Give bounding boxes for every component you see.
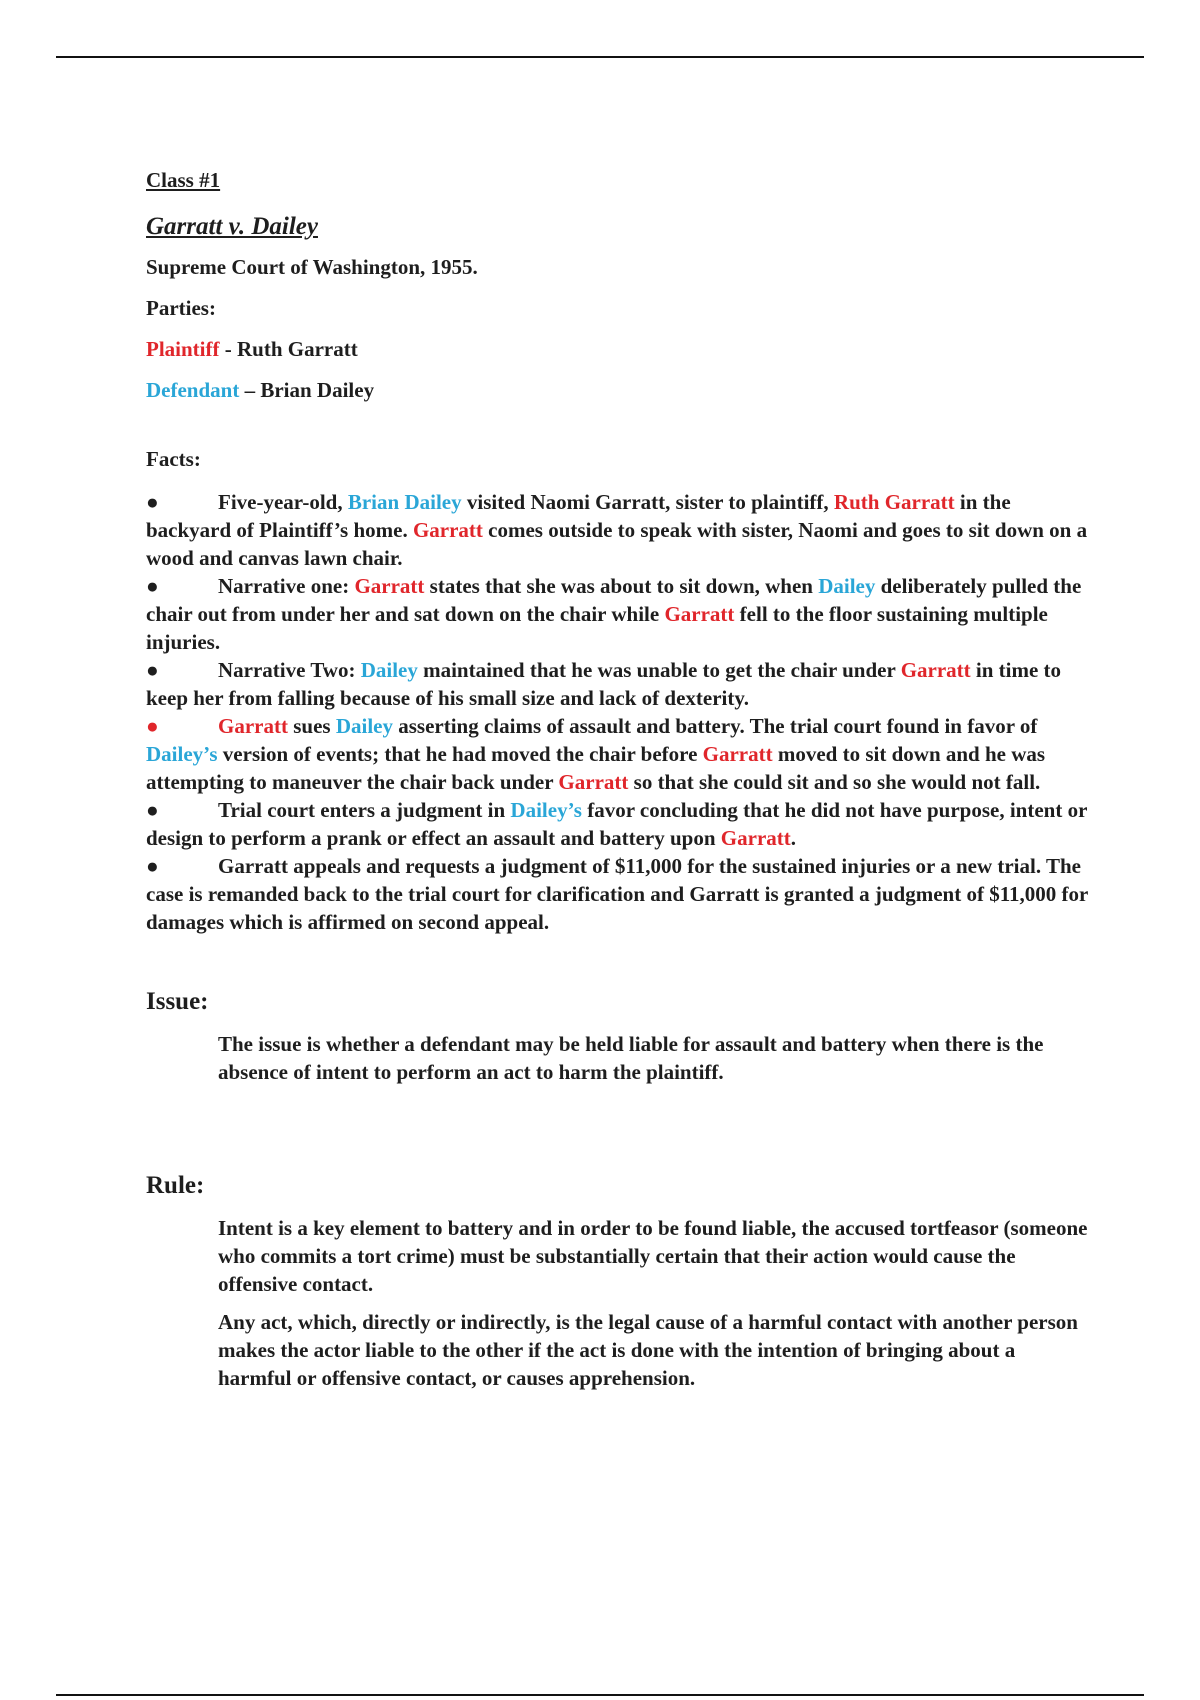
fact-item [146, 796, 1091, 852]
plaintiff-name: Garratt [900, 658, 971, 682]
document-page [146, 168, 1091, 1402]
plaintiff-name: Garratt [412, 518, 483, 542]
plaintiff-name: Garratt [218, 714, 288, 738]
defendant-name: Brian Dailey [260, 378, 375, 402]
defendant-name: Dailey’s [510, 798, 582, 822]
fact-text: deliberately pulled the chair out from under her and sat down on the chair while [146, 574, 1082, 626]
plaintiff-label: Plaintiff [146, 337, 220, 361]
plaintiff-name: Garratt [558, 770, 629, 794]
fact-text: in the backyard of Plaintiff’s home. [146, 490, 1011, 542]
plaintiff-separator: - [219, 337, 237, 361]
issue-heading: Issue: [146, 988, 209, 1015]
plaintiff-name: Ruth Garratt [237, 337, 358, 361]
rule-paragraph: Intent is a key element to battery and in order to be found liable, the accused tortfeasor (someone who commits a tort crime) must be substantially certain that their action would cause the offensive contact. [218, 1216, 1088, 1296]
fact-item [146, 488, 1091, 572]
fact-text: visited Naomi Garratt, sister to plaintiff, [461, 490, 834, 514]
fact-text: asserting claims of assault and battery. The trial court found in favor of [392, 714, 1038, 738]
fact-text: fell to the floor sustaining multiple injuries. [146, 602, 1048, 654]
fact-text: favor concluding that he did not have purpose, intent or design to perform a prank or effect an assault and battery upon [146, 798, 1088, 850]
fact-text: version of events; that he had moved the chair before [217, 742, 703, 766]
fact-item [146, 852, 1091, 936]
bullet-icon: ● [146, 574, 159, 598]
fact-item [146, 712, 1091, 796]
fact-text: Garratt appeals and requests a judgment of $11,000 for the sustained injuries or a new trial. The case is remanded back to the trial court for clarification and Garratt is granted a judgment of $11,000 for damages which is affirmed on second appeal. [146, 854, 1088, 934]
bullet-icon: ● [146, 658, 159, 682]
fact-text: . [790, 826, 797, 850]
bullet-icon: ● [146, 714, 159, 738]
defendant-name: Dailey [818, 574, 876, 598]
fact-text: comes outside to speak with sister, Naomi and goes to sit down on a wood and canvas lawn chair. [146, 518, 1088, 570]
issue-text: The issue is whether a defendant may be held liable for assault and battery when there is the absence of intent to perform an act to harm the plaintiff. [218, 1032, 1044, 1084]
fact-text: in time to keep her from falling because of his small size and lack of dexterity. [146, 658, 1062, 710]
plaintiff-name: Garratt [702, 742, 773, 766]
defendant-name: Dailey’s [146, 742, 218, 766]
bullet-icon: ● [146, 490, 159, 514]
fact-item [146, 656, 1091, 712]
bullet-icon: ● [146, 854, 159, 878]
fact-text: states that she was about to sit down, when [424, 574, 819, 598]
parties-label: Parties: [146, 296, 216, 320]
defendant-name: Dailey [360, 658, 418, 682]
plaintiff-name: Garratt [720, 826, 791, 850]
defendant-separator: – [239, 378, 261, 402]
plaintiff-name: Ruth Garratt [833, 490, 955, 514]
facts-heading: Facts: [146, 447, 201, 471]
fact-text: maintained that he was unable to get the chair under [417, 658, 901, 682]
fact-text: Narrative Two: [218, 658, 361, 682]
fact-text: moved to sit down and he was attempting to maneuver the chair back under [146, 742, 1046, 794]
bullet-icon: ● [146, 798, 159, 822]
defendant-line [146, 378, 1091, 403]
bottom-rule-line [56, 1694, 1144, 1696]
plaintiff-name: Garratt [664, 602, 735, 626]
rule-paragraph: Any act, which, directly or indirectly, is the legal cause of a harmful contact with another person makes the actor liable to the other if the act is done with the intention of bringing about a harmful or offensive contact, or causes apprehension. [218, 1310, 1078, 1390]
fact-item [146, 572, 1091, 656]
fact-text: Narrative one: [218, 574, 355, 598]
fact-text: Trial court enters a judgment in [218, 798, 511, 822]
defendant-name: Dailey [335, 714, 393, 738]
plaintiff-line [146, 337, 1091, 362]
court-line: Supreme Court of Washington, 1955. [146, 255, 478, 279]
fact-text: so that she could sit and so she would not fall. [628, 770, 1041, 794]
plaintiff-name: Garratt [354, 574, 425, 598]
top-rule-line [56, 56, 1144, 58]
case-title: Garratt v. Dailey [146, 213, 318, 240]
defendant-name: Brian Dailey [347, 490, 462, 514]
facts-list [146, 488, 1091, 936]
rule-heading: Rule: [146, 1172, 205, 1199]
defendant-label: Defendant [146, 378, 240, 402]
fact-text: Five-year-old, [218, 490, 348, 514]
class-heading: Class #1 [146, 168, 221, 192]
fact-text: sues [287, 714, 336, 738]
